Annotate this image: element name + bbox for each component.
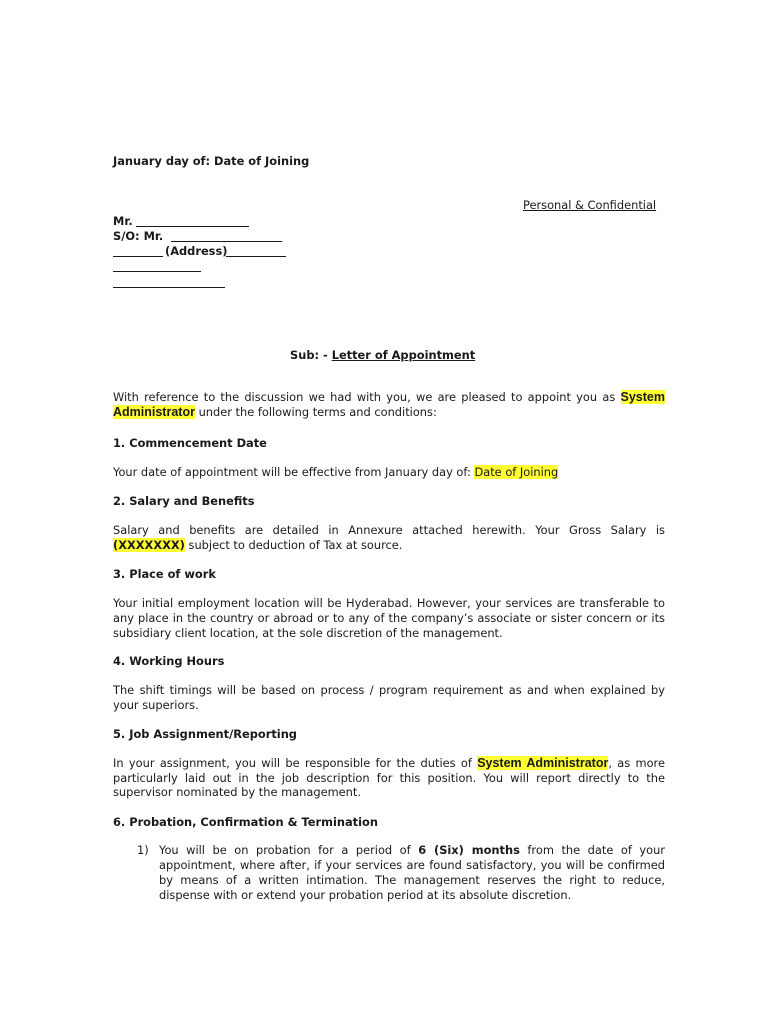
assignment-text-before: In your assignment, you will be responsible for the duties of [113, 756, 472, 770]
section-heading-commencement: 1. Commencement Date [113, 436, 267, 450]
commencement-paragraph [113, 465, 665, 480]
section-heading-assignment: 5. Job Assignment/Reporting [113, 727, 297, 741]
probation-text-before: You will be on probation for a period of [159, 843, 411, 857]
address-line-3 [113, 287, 225, 288]
subject-title: Letter of Appointment [331, 348, 476, 362]
commencement-text: Your date of appointment will be effective from January day of: [113, 465, 471, 479]
addressee-so-label: S/O: Mr. [113, 229, 164, 243]
intro-role-highlight: System Administrator [113, 390, 665, 419]
salary-text-after: subject to deduction of Tax at source. [188, 537, 403, 552]
section-heading-hours: 4. Working Hours [113, 654, 225, 668]
probation-item-number: 1) [137, 843, 149, 857]
address-blank-left [113, 256, 163, 257]
salary-amount-highlight: (XXXXXXX) [113, 537, 185, 552]
confidential-label: Personal & Confidential [523, 198, 657, 212]
assignment-role-highlight: System Administrator [477, 756, 609, 770]
subject-line [290, 348, 475, 362]
probation-text-after: from the date of your appointment, where after, if your services are found satisfactory, you will be confirmed by means of a written intimation. The management reserves the right to reduce, dispense with or extend your probation period at its absolute discretion. [159, 843, 665, 902]
address-label: (Address) [165, 244, 228, 258]
intro-text-before: With reference to the discussion we had with you, we are pleased to appoint you as [113, 390, 616, 404]
probation-period: 6 (Six) months [418, 843, 520, 857]
addressee-mr-label: Mr. [113, 214, 133, 228]
intro-text-after: under the following terms and conditions: [198, 404, 437, 419]
commencement-date-highlight: Date of Joining [474, 465, 559, 479]
address-line-2 [113, 271, 201, 272]
address-blank-right [226, 256, 286, 257]
date-line: January day of: Date of Joining [113, 154, 310, 168]
assignment-text-after: , as more particularly laid out in the job description for this position. You will report directly to the supervisor nominated by the management. [113, 756, 666, 800]
section-heading-probation: 6. Probation, Confirmation & Termination [113, 815, 378, 829]
subject-prefix: Sub: - [290, 348, 328, 362]
section-heading-salary: 2. Salary and Benefits [113, 494, 255, 508]
salary-paragraph [113, 523, 665, 552]
hours-paragraph: The shift timings will be based on process / program requirement as and when explained by your superiors. [113, 683, 665, 712]
place-paragraph: Your initial employment location will be Hyderabad. However, your services are transferable to any place in the country or abroad or to any of the company’s associate or sister concern or its subsidiary client location, at the sole discretion of the management. [113, 596, 665, 640]
salary-text-before: Salary and benefits are detailed in Annexure attached herewith. Your Gross Salary is [113, 523, 665, 537]
intro-paragraph [113, 390, 665, 419]
assignment-paragraph [113, 756, 665, 800]
addressee-so-blank [171, 241, 282, 242]
probation-list-item [113, 843, 665, 903]
section-heading-place: 3. Place of work [113, 567, 216, 581]
addressee-mr-blank [136, 226, 249, 227]
probation-item-text [159, 843, 665, 903]
